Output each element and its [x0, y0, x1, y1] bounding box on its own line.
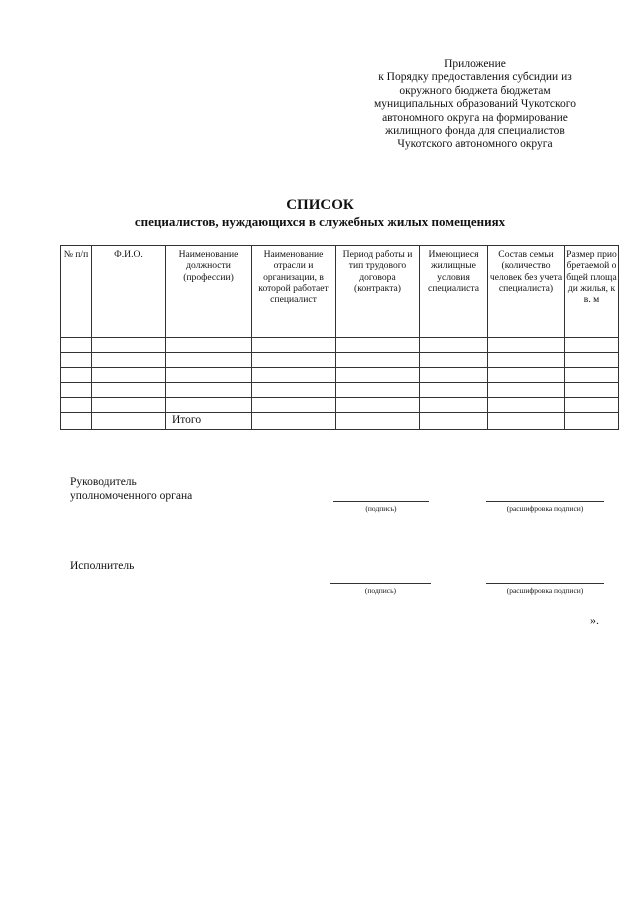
- table-cell[interactable]: [92, 338, 166, 353]
- total-row: [61, 413, 619, 430]
- table-cell[interactable]: [565, 413, 619, 430]
- table-cell[interactable]: [252, 383, 336, 398]
- head-label: [70, 476, 192, 503]
- table-cell[interactable]: [166, 338, 252, 353]
- annex-line: муниципальных образований Чукотского: [374, 98, 576, 111]
- table-cell[interactable]: [252, 368, 336, 383]
- table-cell[interactable]: [420, 413, 488, 430]
- table-cell[interactable]: [92, 398, 166, 413]
- table-cell[interactable]: [61, 338, 92, 353]
- signature-caption: (подпись): [364, 586, 397, 595]
- annex-line: жилищного фонда для специалистов: [385, 125, 565, 138]
- table-cell[interactable]: [565, 398, 619, 413]
- table-cell[interactable]: [565, 368, 619, 383]
- table-cell[interactable]: [420, 338, 488, 353]
- table-cell[interactable]: [61, 413, 92, 430]
- document-title: СПИСОК: [286, 197, 354, 213]
- decoding-caption: (расшифровка подписи): [506, 504, 584, 513]
- header-organization: Наименование отрасли и организации, в которой работает специалист: [252, 246, 336, 338]
- closing-quote: ».: [590, 613, 599, 627]
- table-cell[interactable]: [92, 413, 166, 430]
- table-cell[interactable]: [336, 353, 420, 368]
- header-family-size: Состав семьи (количество человек без учета специалиста): [488, 246, 565, 338]
- table-cell[interactable]: [252, 338, 336, 353]
- table-cell[interactable]: [336, 368, 420, 383]
- header-number: № п/п: [61, 246, 92, 338]
- executor-label: Исполнитель: [70, 560, 135, 572]
- table-cell[interactable]: [420, 398, 488, 413]
- table-row: [61, 383, 619, 398]
- signature-caption: (подпись): [365, 504, 397, 513]
- table-cell[interactable]: [61, 383, 92, 398]
- document-subtitle: специалистов, нуждающихся в служебных жилых помещениях: [134, 214, 506, 229]
- head-label-line: уполномоченного органа: [70, 489, 193, 502]
- table-cell[interactable]: [166, 353, 252, 368]
- table-cell[interactable]: [61, 353, 92, 368]
- total-label: Итого: [166, 413, 252, 430]
- table-cell[interactable]: [336, 413, 420, 430]
- header-position: Наименование должности (профессии): [166, 246, 252, 338]
- specialists-table: [60, 245, 619, 430]
- table-cell[interactable]: [336, 338, 420, 353]
- table-cell[interactable]: [565, 383, 619, 398]
- table-cell[interactable]: [252, 398, 336, 413]
- table-cell[interactable]: [488, 368, 565, 383]
- annex-block: [350, 58, 600, 152]
- table-cell[interactable]: [488, 353, 565, 368]
- table-row: [61, 353, 619, 368]
- header-full-name: Ф.И.О.: [92, 246, 166, 338]
- annex-line: к Порядку предоставления субсидии из: [378, 71, 572, 84]
- table-header-row: [61, 246, 619, 338]
- table-cell[interactable]: [420, 353, 488, 368]
- annex-line: Чукотского автономного округа: [397, 138, 553, 151]
- table-cell[interactable]: [336, 383, 420, 398]
- annex-line: автономного округа на формирование: [382, 111, 568, 124]
- executor-signature-line[interactable]: [330, 583, 431, 584]
- table-cell[interactable]: [252, 353, 336, 368]
- executor-decoding-line[interactable]: [486, 583, 604, 584]
- table-cell[interactable]: [488, 383, 565, 398]
- header-work-period: Период работы и тип трудового договора (контракта): [336, 246, 420, 338]
- table-cell[interactable]: [61, 398, 92, 413]
- table-cell[interactable]: [61, 368, 92, 383]
- table-cell[interactable]: [565, 353, 619, 368]
- decoding-caption: (расшифровка подписи): [506, 586, 584, 595]
- table-row: [61, 368, 619, 383]
- table-cell[interactable]: [92, 368, 166, 383]
- table-cell[interactable]: [252, 413, 336, 430]
- table-row: [61, 338, 619, 353]
- table-cell[interactable]: [420, 368, 488, 383]
- head-signature-line[interactable]: [333, 501, 429, 502]
- header-area: Размер приобретаемой общей площади жилья, кв. м: [565, 246, 619, 338]
- annex-line: Приложение: [444, 58, 506, 70]
- table-cell[interactable]: [488, 413, 565, 430]
- table-cell[interactable]: [92, 353, 166, 368]
- table-cell[interactable]: [565, 338, 619, 353]
- header-housing-conditions: Имеющиеся жилищные условия специалиста: [420, 246, 488, 338]
- table-cell[interactable]: [166, 368, 252, 383]
- table-cell[interactable]: [420, 383, 488, 398]
- annex-line: окружного бюджета бюджетам: [399, 84, 551, 97]
- table-row: [61, 398, 619, 413]
- head-decoding-line[interactable]: [486, 501, 604, 502]
- table-cell[interactable]: [488, 398, 565, 413]
- table-cell[interactable]: [488, 338, 565, 353]
- table-cell[interactable]: [336, 398, 420, 413]
- head-label-line: Руководитель: [70, 476, 137, 488]
- table-cell[interactable]: [166, 398, 252, 413]
- table-cell[interactable]: [92, 383, 166, 398]
- table-cell[interactable]: [166, 383, 252, 398]
